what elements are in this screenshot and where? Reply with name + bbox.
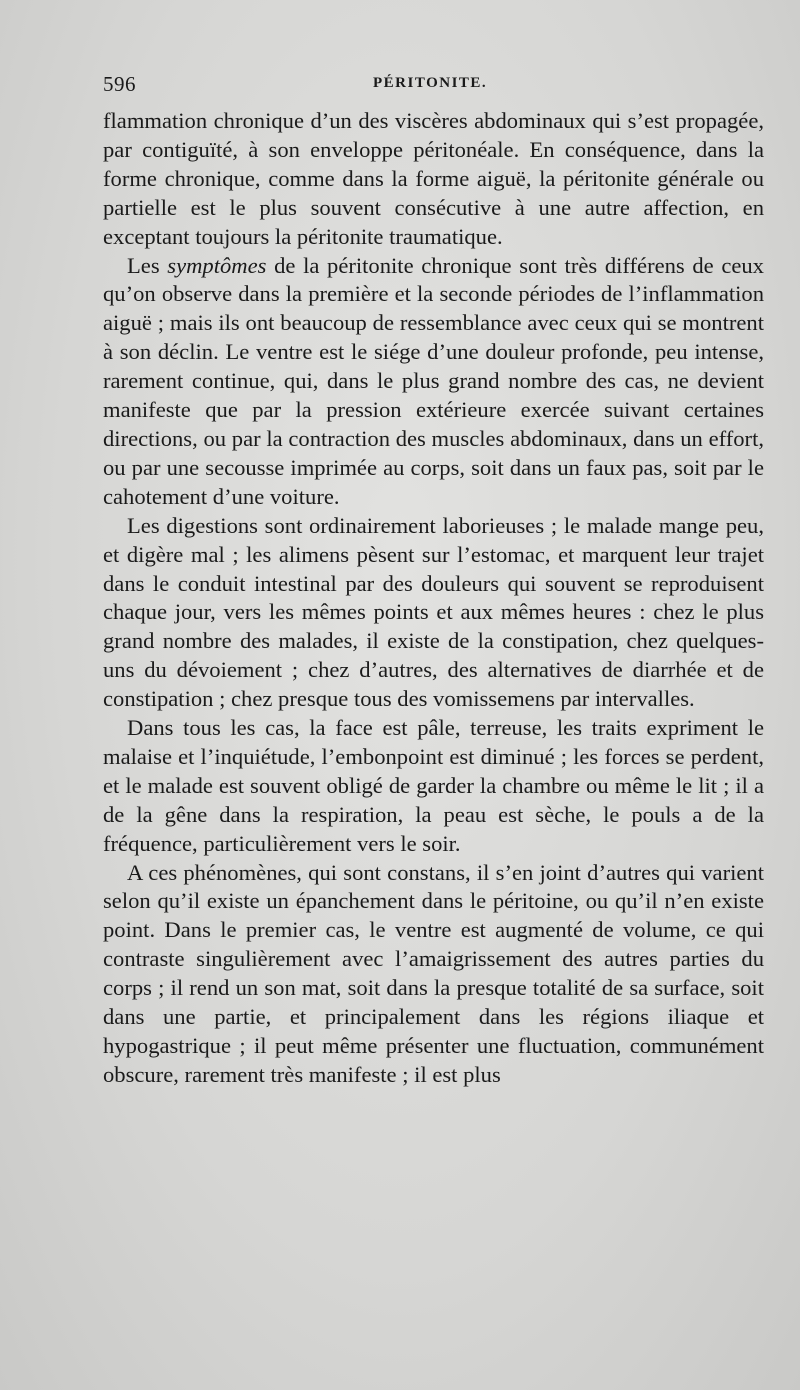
paragraph-text: flammation chronique d’un des viscères abdominaux qui s’est propagée, par contiguïté, à son enveloppe péritonéale. En conséquence, dans la forme chronique, comme dans la forme aiguë, la péritonite générale ou partielle est le plus souvent consécutive à une autre affection, en exceptant toujours la péritonite traumatique. <box>103 108 764 249</box>
running-head: PÉRITONITE. <box>373 75 488 91</box>
paragraph-phenomena <box>103 859 764 1090</box>
paragraph-text: A ces phénomènes, qui sont constans, il s’en joint d’autres qui varient selon qu’il existe un épanchement dans le péritoine, ou qu’il n’en existe point. Dans le premier cas, le ventre est augmenté de volume, ce qui contraste singulièrement avec l’amaigrissement des autres parties du corps ; il rend un son mat, soit dans la presque totalité de sa surface, soit dans une partie, et principalement dans les régions iliaque et hypogastrique ; il peut même présenter une fluctuation, communément obscure, rarement très manifeste ; il est plus <box>103 859 764 1087</box>
paragraph-digestions <box>103 512 764 714</box>
page-header <box>103 72 763 102</box>
paragraph-text: de la péritonite chronique sont très différens de ceux qu’on observe dans la première et la seconde périodes de l’inflammation aiguë ; mais ils ont beaucoup de ressemblance avec ceux qui se montrent à son déclin. Le ventre est le siége d’une douleur profonde, peu intense, rarement continue, qui, dans le plus grand nombre des cas, ne devient manifeste que par la pression extérieure exercée suivant certaines directions, ou par la contraction des muscles abdominaux, dans un effort, ou par une secousse imprimée au corps, soit dans un faux pas, soit par le cahotement d’une voiture. <box>103 252 764 509</box>
paragraph-face <box>103 714 764 859</box>
body-text <box>103 107 764 1090</box>
paragraph-text: Dans tous les cas, la face est pâle, terreuse, les traits expriment le malaise et l’inquiétude, l’embonpoint est diminué ; les forces se perdent, et le malade est souvent obligé de garder la chambre ou même le lit ; il a de la gêne dans la respiration, la peau est sèche, le pouls a de la fréquence, particulièrement vers le soir. <box>103 715 764 856</box>
page-number: 596 <box>103 72 136 96</box>
paragraph-lead: Les <box>127 252 168 278</box>
paragraph-text: Les digestions sont ordinairement laborieuses ; le malade mange peu, et digère mal ; les alimens pèsent sur l’estomac, et marquent leur trajet dans le conduit intestinal par des douleurs qui souvent se reproduisent chaque jour, vers les mêmes points et aux mêmes heures : chez le plus grand nombre des malades, il existe de la constipation, chez quelques-uns du dévoiement ; chez d’autres, des alternatives de diarrhée et de constipation ; chez presque tous des vomissemens par intervalles. <box>103 512 764 712</box>
italic-term: symptômes <box>167 252 267 278</box>
paragraph-continuation <box>103 107 764 252</box>
paragraph-symptoms <box>103 252 764 512</box>
